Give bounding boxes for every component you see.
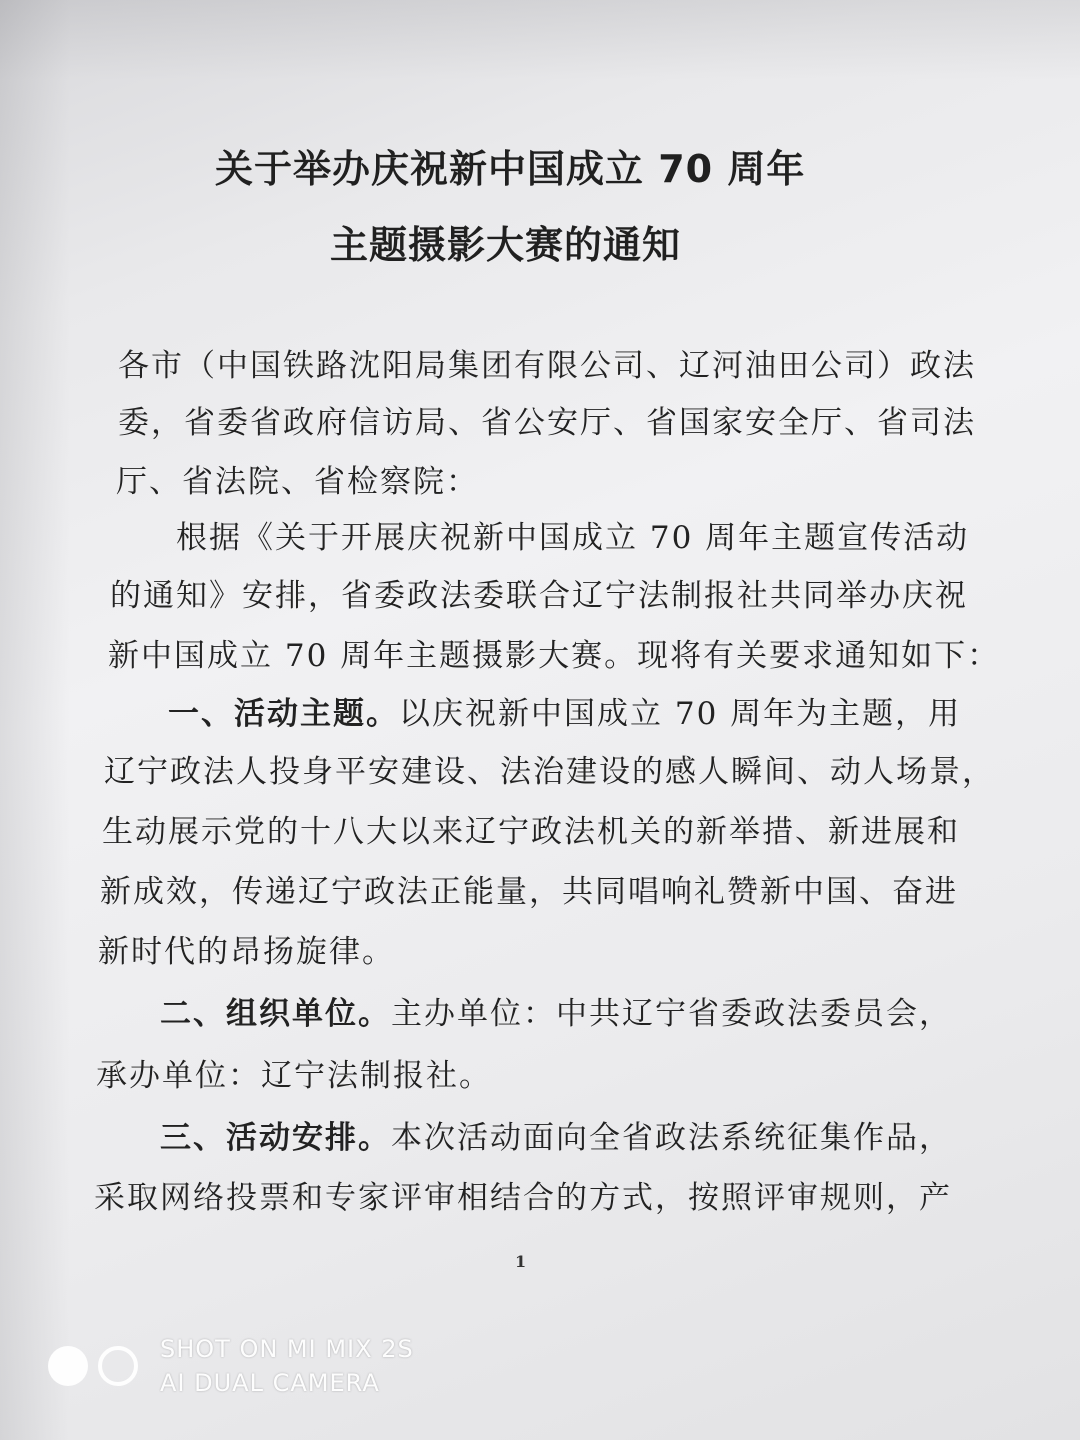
watermark-text [160, 1332, 414, 1400]
document-title-line-1: 关于举办庆祝新中国成立 70 周年 [215, 147, 806, 191]
section-1-line-1: 以庆祝新中国成立 70 周年为主题，用 [399, 696, 962, 732]
page-shadow-left [0, 0, 70, 1440]
recipients-line-3: 厅、省法院、省检察院： [116, 464, 479, 500]
section-1-heading: 一、活动主题。 [168, 696, 399, 732]
watermark-line-1: SHOT ON MI MIX 2S [160, 1335, 414, 1363]
section-1-line-3: 生动展示党的十八大以来辽宁政法机关的新举措、新进展和 [102, 814, 960, 850]
section-3-heading: 三、活动安排。 [160, 1120, 391, 1156]
section-1-line-2: 辽宁政法人投身平安建设、法治建设的感人瞬间、动人场景， [104, 754, 995, 790]
section-1-line-5: 新时代的昂扬旋律。 [98, 934, 395, 970]
section-3-first-line [160, 1112, 952, 1157]
watermark-ring-circle-icon [98, 1346, 138, 1386]
recipients-line-2: 委，省委省政府信访局、省公安厅、省国家安全厅、省司法 [118, 405, 976, 441]
section-1-line-4: 新成效，传递辽宁政法正能量，共同唱响礼赞新中国、奋进 [100, 874, 958, 910]
intro-line-3: 新中国成立 70 周年主题摄影大赛。现将有关要求通知如下： [108, 638, 1001, 674]
recipients-line-1: 各市（中国铁路沈阳局集团有限公司、辽河油田公司）政法 [118, 348, 976, 384]
section-2-line-1: 主办单位：中共辽宁省委政法委员会， [391, 996, 952, 1032]
document-title-line-2: 主题摄影大赛的通知 [330, 223, 682, 267]
section-3-line-2: 采取网络投票和专家评审相结合的方式，按照评审规则，产 [94, 1180, 952, 1216]
section-2-heading: 二、组织单位。 [160, 996, 391, 1032]
camera-watermark [48, 1332, 414, 1400]
section-2-first-line [160, 988, 952, 1033]
intro-line-2: 的通知》安排，省委政法委联合辽宁法制报社共同举办庆祝 [110, 578, 968, 614]
section-2-line-2: 承办单位：辽宁法制报社。 [96, 1058, 492, 1094]
section-1-first-line [168, 688, 961, 733]
watermark-line-2: AI DUAL CAMERA [160, 1369, 380, 1397]
intro-line-1: 根据《关于开展庆祝新中国成立 70 周年主题宣传活动 [176, 520, 970, 556]
page-number: 1 [515, 1252, 527, 1271]
section-3-line-1: 本次活动面向全省政法系统征集作品， [391, 1120, 952, 1156]
page-shadow-top [0, 0, 1080, 80]
watermark-filled-circle-icon [48, 1346, 88, 1386]
